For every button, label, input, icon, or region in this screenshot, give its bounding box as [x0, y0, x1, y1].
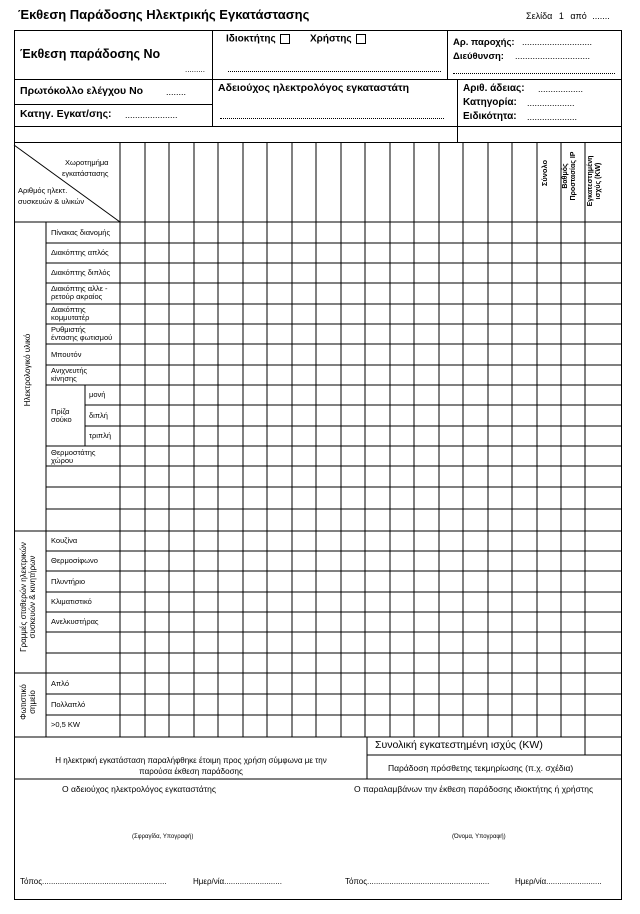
row-label: Ρυθμιστής έντασης φωτισμού [51, 325, 113, 342]
specialty-field[interactable]: .................... [527, 112, 578, 122]
col-total-header: Σύνολο [540, 159, 549, 187]
row-label: Πρίζα σούκο [51, 407, 72, 424]
group-fixed-label: Γραμμές σταθερών ηλεκτρικών συσκευών & κινητήρων [19, 542, 37, 652]
electrician-sign-label: Ο αδειούχος ηλεκτρολόγος εγκαταστάτης [62, 784, 216, 794]
page-label: Σελίδα [526, 11, 553, 21]
row-label: Απλό [51, 679, 69, 688]
row-label: μονή [89, 390, 106, 399]
row-label: Διακόπτης απλός [51, 248, 109, 257]
row-label: Πίνακας διανομής [51, 228, 111, 237]
corner-devices-label: Αριθμός ηλεκτ. συσκευών & υλικών [18, 186, 85, 206]
name-signature-note: (Όνομα, Υπογραφή) [452, 834, 506, 840]
user-label: Χρήστης [310, 33, 352, 45]
stamp-signature-note: (Σφραγίδα, Υπογραφή) [132, 834, 194, 840]
category-label: Κατηγορία: [463, 97, 517, 108]
row-label: τριπλή [89, 431, 111, 440]
row-label: Διακόπτης κομμυτατέρ [51, 305, 90, 322]
address-label: Διεύθυνση: [453, 51, 504, 62]
group-lighting-label: Φωτιστικό σημείο [19, 684, 37, 720]
place-left-field[interactable]: Τόπος........................................................ [20, 877, 167, 886]
page-total: ....... [592, 11, 610, 21]
address-field[interactable]: .............................. [515, 51, 591, 61]
row-label: Κουζίνα [51, 536, 78, 545]
category-field[interactable]: ................... [527, 98, 575, 108]
supply-no-label: Αρ. παροχής: [453, 37, 515, 48]
row-label: Θερμοστάτης χώρου [51, 448, 96, 465]
report-no-field[interactable]: ......... [185, 65, 206, 74]
owner-label: Ιδιοκτήτης [226, 33, 276, 45]
row-label: Μπουτόν [51, 350, 82, 359]
license-no-label: Αριθ. άδειας: [463, 83, 525, 94]
specialty-label: Ειδικότητα: [463, 111, 517, 122]
row-label: Διακόπτης αλλε - ρετούρ ακραίος [51, 284, 108, 301]
date-left-field[interactable]: Ημερ/νία.......................... [193, 877, 282, 886]
protocol-field[interactable]: ........ [166, 87, 187, 97]
row-label: Ανελκυστήρας [51, 617, 99, 626]
total-power-label: Συνολική εγκατεστημένη ισχύς (KW) [375, 739, 543, 751]
row-label: Πλυντήριο [51, 577, 86, 586]
date-right-field[interactable]: Ημερ/νία......................... [515, 877, 602, 886]
license-no-field[interactable]: .................. [538, 84, 584, 94]
protocol-label: Πρωτόκολλο ελέγχου Νο [20, 85, 144, 97]
corner-space-label: Χωροτημήμα εγκατάστασης [62, 158, 109, 178]
place-right-field[interactable]: Τόπος....................................................... [345, 877, 490, 886]
document-title: Έκθεση Παράδοσης Ηλεκτρικής Εγκατάστασης [18, 7, 310, 22]
install-category-field[interactable]: ..................... [125, 110, 178, 120]
page-number: 1 [558, 11, 564, 21]
supplementary-docs-label: Παράδοση πρόσθετης τεκμηρίωσης (π.χ. σχέδια) [388, 763, 574, 773]
row-label: >0,5 KW [51, 720, 80, 729]
col-ip-header: Βαθμός Προστασίας IP [562, 151, 577, 201]
row-label: Πολλαπλό [51, 700, 86, 709]
install-category-label: Κατηγ. Εγκατ/σης: [20, 108, 112, 120]
supply-no-field[interactable]: ............................ [522, 37, 593, 47]
ready-statement: Η ηλεκτρική εγκατάσταση παραλήφθηκε έτοιμη προς χρήση σύμφωνα με την παρούσα έκθεση παράδοσης [55, 756, 327, 776]
col-power-header: Εγκατεστημένη ισχύς (KW) [587, 155, 602, 207]
page-of: από [570, 11, 587, 21]
electrician-label: Αδειούχος ηλεκτρολόγος εγκαταστάτη [218, 82, 410, 94]
report-no-label: Έκθεση παράδοσης Νο [20, 47, 161, 61]
group-electrical-label: Ηλεκτρολογικό υλικό [23, 333, 32, 407]
row-label: Διακόπτης διπλός [51, 268, 111, 277]
row-label: Θερμοσίφωνο [51, 556, 98, 565]
row-label: διπλή [89, 411, 108, 420]
row-label: Κλιματιστικό [51, 597, 92, 606]
receiver-sign-label: Ο παραλαμβάνων την έκθεση παράδοσης ιδιοκτήτης ή χρήστης [354, 784, 594, 794]
row-label: Ανιχνευτής κίνησης [51, 366, 88, 383]
